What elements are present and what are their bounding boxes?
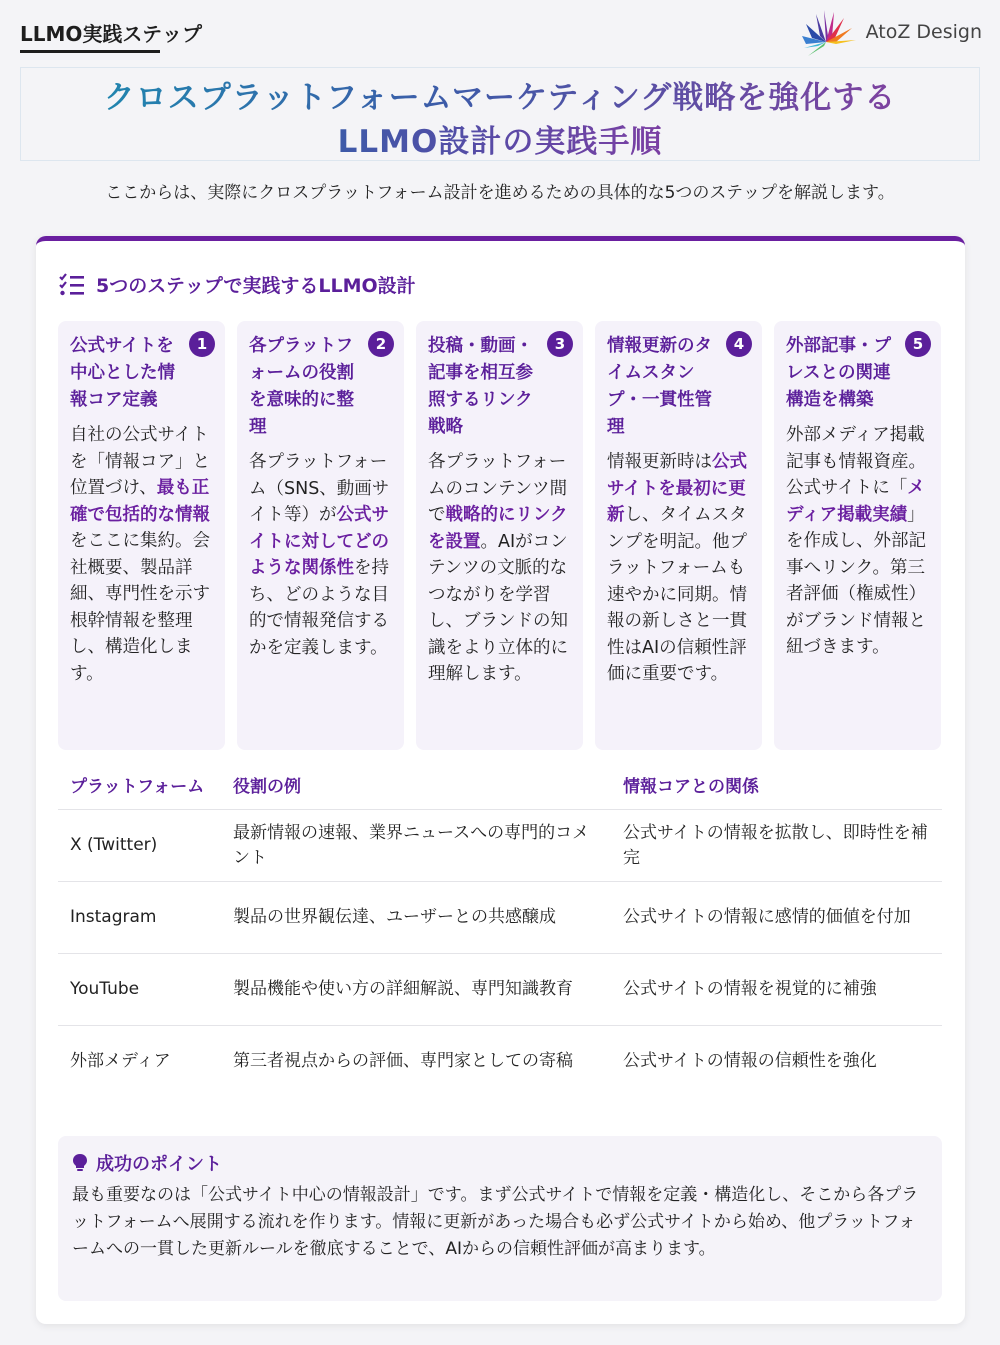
- step-card-5: [774, 321, 941, 750]
- step-text: 各プラットフォーム（SNS、動画サイト等）が: [249, 452, 390, 525]
- step-title: 投稿・動画・記事を相互参照するリンク戦略: [428, 336, 533, 437]
- column-header-relation: 情報コアとの関係: [611, 761, 942, 810]
- step-number-badge: 5: [905, 331, 931, 357]
- cell-platform: 外部メディア: [70, 1051, 171, 1072]
- step-text: 外部メディア掲載記事も情報資産。公式サイトに「: [786, 425, 926, 498]
- steps-card: [36, 236, 965, 1324]
- step-title: 外部記事・プレスとの関連構造を構築: [786, 336, 891, 410]
- table-row: [58, 1026, 942, 1098]
- steps-row: [58, 321, 942, 750]
- step-number-badge: 3: [547, 331, 573, 357]
- table-row: [58, 810, 942, 882]
- brand-logo: [800, 8, 982, 56]
- table-row: [58, 954, 942, 1026]
- success-point-box: [58, 1136, 942, 1301]
- step-text: 各プラットフォームのコンテンツ間で: [428, 452, 568, 525]
- step-text: し、タイムスタンプを明記。他プラットフォームも速やかに同期。情報の新しさと一貫性はAIの信頼性評価に重要です。: [607, 505, 747, 684]
- step-text: 」を作成し、外部記事へリンク。第三者評価（権威性）がブランド情報と紐づきます。: [786, 504, 926, 657]
- cell-relation: 公式サイトの情報を視覚的に補強: [611, 954, 942, 1026]
- column-header-platform: プラットフォーム: [58, 761, 221, 810]
- table-header-row: [58, 761, 942, 810]
- cell-platform: X (Twitter): [58, 810, 221, 882]
- step-title: 情報更新のタイムスタンプ・一貫性管理: [607, 336, 712, 437]
- brand-name: AtoZ Design: [865, 21, 982, 43]
- step-card-1: [58, 321, 225, 750]
- step-body: [249, 449, 394, 661]
- step-body: [428, 449, 573, 688]
- step-text: をここに集約。会社概要、製品詳細、専門性を示す根幹情報を整理し、構造化します。: [70, 531, 210, 684]
- cell-relation: 公式サイトの情報を拡散し、即時性を補完: [611, 810, 942, 882]
- success-point-header: [72, 1150, 928, 1176]
- cell-relation: 公式サイトの情報の信頼性を強化: [623, 1051, 877, 1072]
- step-title: 公式サイトを中心とした情報コア定義: [70, 336, 175, 410]
- cell-role: 製品の世界観伝達、ユーザーとの共感醸成: [221, 882, 611, 954]
- step-highlight: 戦略的にリンクを設置: [428, 505, 568, 552]
- step-body: [607, 449, 752, 688]
- cell-role: 製品機能や使い方の詳細解説、専門知識教育: [221, 954, 611, 1026]
- success-point-title: 成功のポイント: [96, 1154, 222, 1175]
- step-text: を持ち、どのような目的で情報発信するかを定義します。: [249, 558, 389, 658]
- card-title-text: 5つのステップで実践するLLMO設計: [96, 275, 416, 297]
- success-point-body: 最も重要なのは「公式サイト中心の情報設計」です。まず公式サイトで情報を定義・構造化し、そこから各プラットフォームへ展開する流れを作ります。情報に更新があった場合も必ず公式サイトから始め、他プラットフォームへの一貫した更新ルールを徹底することで、AIからの信頼性評価が高まります。: [72, 1185, 919, 1259]
- table-row: [58, 882, 942, 954]
- column-header-role: 役割の例: [221, 761, 611, 810]
- step-highlight: 公式サイトを最初に更新: [607, 452, 747, 525]
- step-body: [70, 422, 215, 687]
- cell-role: 第三者視点からの評価、専門家としての寄稿: [233, 1051, 573, 1072]
- cell-role: 最新情報の速報、業界ニュースへの専門的コメント: [221, 810, 611, 882]
- lightbulb-icon: [72, 1153, 88, 1173]
- step-number-badge: 2: [368, 331, 394, 357]
- step-title: 各プラットフォームの役割を意味的に整理: [249, 336, 354, 437]
- step-highlight: 公式サイトに対してどのような関係性: [249, 505, 389, 578]
- step-number-badge: 1: [189, 331, 215, 357]
- page-title-line1: クロスプラットフォームマーケティング戦略を強化する: [21, 76, 979, 120]
- flower-logo-icon: [800, 8, 858, 56]
- step-highlight: メディア掲載実績: [786, 478, 925, 525]
- step-card-4: [595, 321, 762, 750]
- platform-roles-table: [58, 761, 942, 1098]
- step-number-badge: 4: [726, 331, 752, 357]
- page-title-line2: LLMO設計の実践手順: [338, 120, 663, 164]
- step-text: 。AIがコンテンツの文脈的なつながりを学習し、ブランドの知識をより立体的に理解します。: [428, 531, 568, 684]
- cell-platform: YouTube: [58, 954, 221, 1026]
- step-body: [786, 422, 931, 661]
- step-text: 自社の公式サイトを「情報コア」と位置づけ、: [70, 425, 210, 498]
- card-title: [58, 271, 416, 298]
- step-card-3: [416, 321, 583, 750]
- checklist-icon: [58, 273, 86, 297]
- step-card-2: [237, 321, 404, 750]
- section-label: LLMO実践ステップ: [20, 22, 202, 46]
- cell-platform: Instagram: [58, 882, 221, 954]
- step-highlight: 最も正確で包括的な情報: [70, 478, 210, 525]
- step-text: 情報更新時は: [607, 452, 712, 472]
- cell-relation: 公式サイトの情報に感情的価値を付加: [611, 882, 942, 954]
- section-label-underline: [20, 50, 160, 53]
- title-banner: [20, 67, 980, 161]
- intro-text: ここからは、実際にクロスプラットフォーム設計を進めるための具体的な5つのステップを解説します。: [105, 183, 895, 203]
